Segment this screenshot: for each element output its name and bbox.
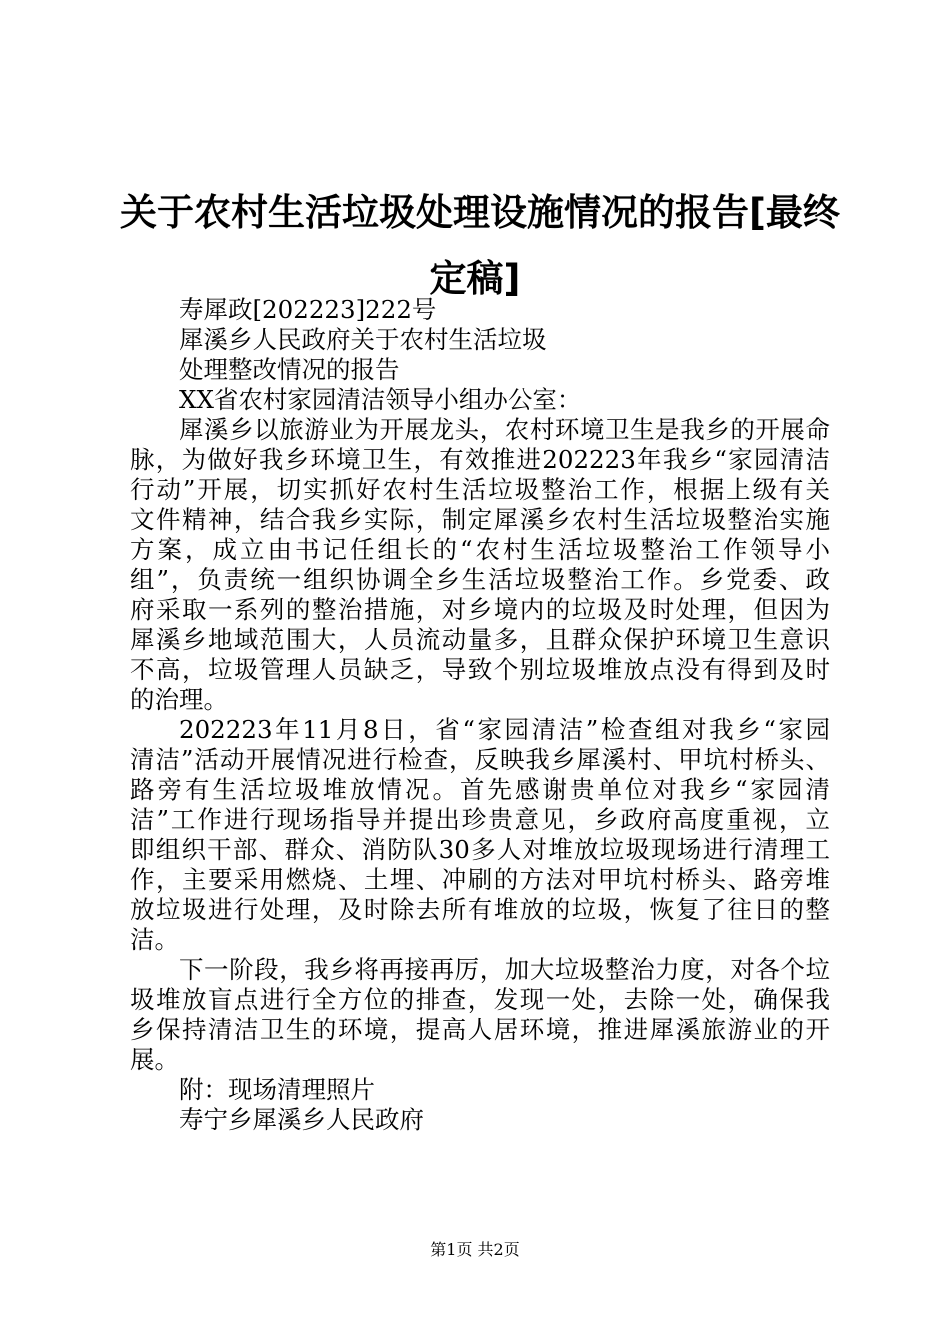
body-line: XX省农村家园清洁领导小组办公室： xyxy=(179,385,582,414)
body-line: 不高，垃圾管理人员缺乏，导致个别垃圾堆放点没有得到及时 xyxy=(130,655,830,684)
title-line-1: 关于农村生活垃圾处理设施情况的报告[最终 xyxy=(120,191,840,234)
body-line: 犀溪乡人民政府关于农村生活垃圾 xyxy=(179,325,547,354)
body-line: 附：现场清理照片 xyxy=(179,1075,375,1104)
body-line: 犀溪乡地域范围大，人员流动量多，且群众保护环境卫生意识 xyxy=(130,625,830,654)
body-line: 202223年11月8日，省“家园清洁”检查组对我乡“家园 xyxy=(179,715,830,744)
document-title xyxy=(120,180,840,312)
body-line: 组”，负责统一组织协调全乡生活垃圾整治工作。乡党委、政 xyxy=(130,565,830,594)
body-line: 府采取一系列的整治措施，对乡境内的垃圾及时处理，但因为 xyxy=(130,595,830,624)
body-line: 展。 xyxy=(130,1045,179,1074)
body-line: 清洁”活动开展情况进行检查，反映我乡犀溪村、甲坑村桥头、 xyxy=(130,745,830,774)
body-line: 洁”工作进行现场指导并提出珍贵意见，乡政府高度重视，立 xyxy=(130,805,830,834)
body-line: 乡保持清洁卫生的环境，提高人居环境，推进犀溪旅游业的开 xyxy=(130,1015,830,1044)
body-line: 文件精神，结合我乡实际，制定犀溪乡农村生活垃圾整治实施 xyxy=(130,505,830,534)
body-line: 洁。 xyxy=(130,925,179,954)
body-line: 寿犀政[202223]222号 xyxy=(179,295,437,324)
body-line: 方案，成立由书记任组长的“农村生活垃圾整治工作领导小 xyxy=(130,535,830,564)
body-line: 的治理。 xyxy=(130,685,228,714)
document-body xyxy=(130,295,830,1135)
body-line: 脉，为做好我乡环境卫生，有效推进202223年我乡“家园清洁 xyxy=(130,445,830,474)
body-line: 放垃圾进行处理，及时除去所有堆放的垃圾，恢复了往日的整 xyxy=(130,895,830,924)
body-line: 行动”开展，切实抓好农村生活垃圾整治工作，根据上级有关 xyxy=(130,475,830,504)
body-line: 圾堆放盲点进行全方位的排查，发现一处，去除一处，确保我 xyxy=(130,985,830,1014)
body-line: 即组织干部、群众、消防队30多人对堆放垃圾现场进行清理工 xyxy=(130,835,830,864)
body-line: 路旁有生活垃圾堆放情况。首先感谢贵单位对我乡“家园清 xyxy=(130,775,830,804)
title-line-2: 定稿] xyxy=(429,257,521,300)
page-footer xyxy=(0,1240,950,1260)
body-line: 作，主要采用燃烧、土埋、冲刷的方法对甲坑村桥头、路旁堆 xyxy=(130,865,830,894)
body-line: 下一阶段，我乡将再接再厉，加大垃圾整治力度，对各个垃 xyxy=(179,955,830,984)
body-line: 寿宁乡犀溪乡人民政府 xyxy=(179,1105,424,1134)
body-line: 处理整改情况的报告 xyxy=(179,355,400,384)
page-number: 第1页 共2页 xyxy=(430,1240,520,1259)
body-line: 犀溪乡以旅游业为开展龙头，农村环境卫生是我乡的开展命 xyxy=(179,415,830,444)
